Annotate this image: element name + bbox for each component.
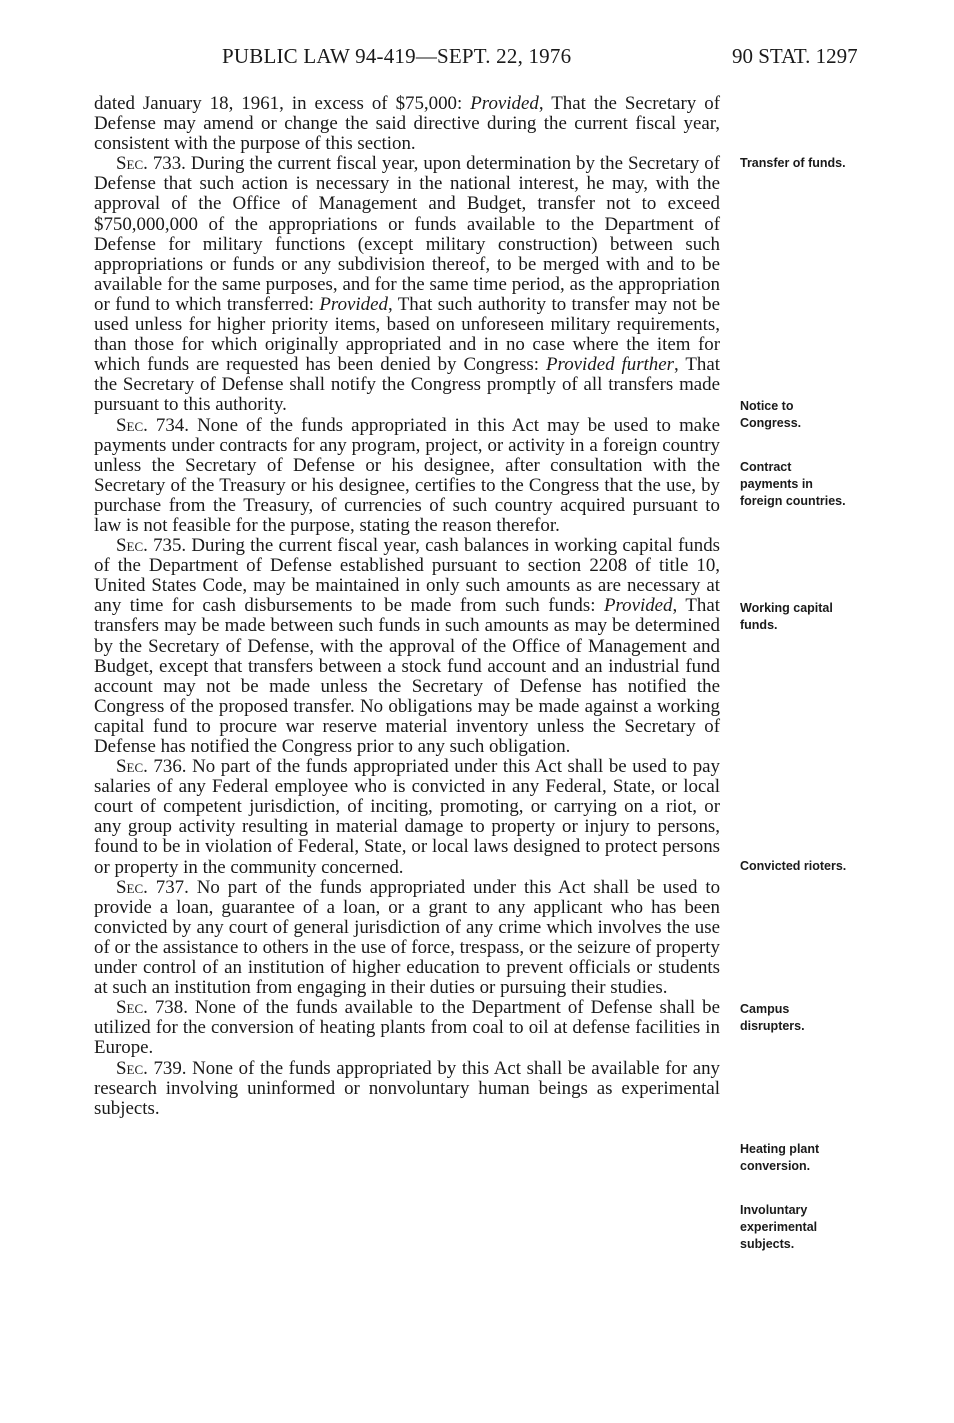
section-number: Sec. 734. [116, 414, 189, 436]
body-text [94, 94, 720, 1119]
section-paragraph [94, 416, 720, 537]
proviso-text: Provided further [546, 354, 674, 376]
statute-page-number: 90 STAT. 1297 [732, 44, 858, 68]
continuation-paragraph [94, 94, 720, 154]
section-paragraph [94, 536, 720, 757]
margin-note-heating-plant-conversion: Heating plant conversion. [740, 1142, 820, 1173]
paragraph-text: No part of the funds appropriated under this Act shall be used to provide a loan, guarantee of a loan, or a grant to any applicant who has been convicted by any court of general jurisdiction of any crime which involves the use of or the assistance to others in the use of force, trespass, or the seizure of property under control of an institution of higher education to prevent officials or students at such an institution from engaging in their duties or pursuing their studies. [94, 876, 721, 999]
paragraph-text: No part of the funds appropriated under this Act shall be used to pay salaries of any Federal employee who is convicted in any Federal, State, or local court of competent jurisdiction, of inciting, promoting, or carrying on a riot, or any group activity resulting in material damage to property or injury to persons, found to be in violation of Federal, State, or local laws designed to protect persons or property in the community concerned. [94, 756, 720, 878]
section-paragraph [94, 998, 720, 1058]
paragraph-text: , That the Secretary of Defense shall notify the Congress promptly of all transfers made pursuant to this authority. [94, 354, 720, 416]
running-head-title: PUBLIC LAW 94-419—SEPT. 22, 1976 [222, 44, 572, 68]
section-paragraph [94, 757, 720, 878]
margin-note-working-capital-funds: Working capital funds. [740, 601, 833, 632]
paragraph-text: None of the funds available to the Department of Defense shall be utilized for the conversion of heating plants from coal to oil at defense facilities in Europe. [94, 997, 721, 1059]
paragraph-text: During the current fiscal year, upon determination by the Secretary of Defense that such action is necessary in the national interest, he may, with the approval of the Office of Management and Budget, transfer not to exceed $750,000,000 of the appropriations or funds available to the Department of Defense for military functions (except military construction) between such appropriations or funds or any subdivision thereof, to be merged with and to be available for the same purposes, and for the same time period, as the appropriation or fund to which transferred: [94, 153, 721, 315]
margin-note-convicted-rioters: Convicted rioters. [740, 859, 847, 873]
paragraph-text: , That transfers may be made between such funds in such amounts as may be determined by the Secretary of Defense, with the approval of the Office of Management and Budget, except that transfers between a stock fund account and an industrial fund account may not be made unless the Secretary of Defense has notified the Congress of the proposed transfer. No obligations may be made against a working capital fund to procure war reserve material inventory unless the Secretary of Defense has notified the Congress prior to any such obligation. [94, 595, 720, 757]
section-paragraph [94, 878, 720, 999]
section-number: Sec. 739. [116, 1057, 187, 1079]
paragraph-text: dated January 18, 1961, in excess of $75,000: [94, 93, 471, 114]
proviso-text: Provided [470, 93, 539, 114]
paragraph-text: None of the funds appropriated in this Act may be used to make payments under contracts for any program, project, or activity in a foreign country unless the Secretary of Defense or his designee, after consultation with the Secretary of the Treasury or his designee, certifies to the Congress that the use, by purchase from the Treasury, of currencies of such country acquired pursuant to law is not feasible for the purpose, stating the reason therefor. [94, 414, 720, 536]
margin-note-campus-disrupters: Campus disrupters. [740, 1002, 805, 1033]
paragraph-text: , That such authority to transfer may not be used unless for higher priority items, based on unforeseen military requirements, than those for which originally appropriated and in no case where the item for which funds are requested has been denied by Congress: [94, 293, 720, 376]
proviso-text: Provided [319, 293, 388, 315]
paragraph-text: , That the Secretary of Defense may amend or change the said directive during the current fiscal year, consistent with the purpose of this section. [94, 93, 720, 155]
section-number: Sec. 736. [116, 756, 187, 778]
margin-note-transfer-of-funds: Transfer of funds. [740, 156, 846, 170]
proviso-text: Provided [603, 595, 673, 617]
margin-note-notice-to-congress: Notice to Congress. [740, 399, 802, 430]
section-number: Sec. 733. [116, 153, 186, 175]
margin-note-involuntary-experimental-subjects: Involuntary experimental subjects. [740, 1203, 818, 1251]
page-header [0, 44, 954, 74]
section-number: Sec. 737. [116, 876, 189, 898]
margin-note-contract-payments: Contract payments in foreign countries. [740, 460, 846, 508]
paragraph-text: None of the funds appropriated by this Act shall be available for any research involving uninformed or nonvoluntary human beings as experimental subjects. [94, 1057, 720, 1119]
section-number: Sec. 738. [116, 997, 188, 1019]
paragraph-text: During the current fiscal year, cash balances in working capital funds of the Department of Defense established pursuant to section 2208 of title 10, United States Code, may be maintained in only such amounts as are necessary at any time for cash disbursements to be made from such funds: [94, 535, 720, 617]
section-paragraph [94, 154, 720, 415]
section-number: Sec. 735. [116, 535, 187, 557]
section-paragraph [94, 1059, 720, 1119]
